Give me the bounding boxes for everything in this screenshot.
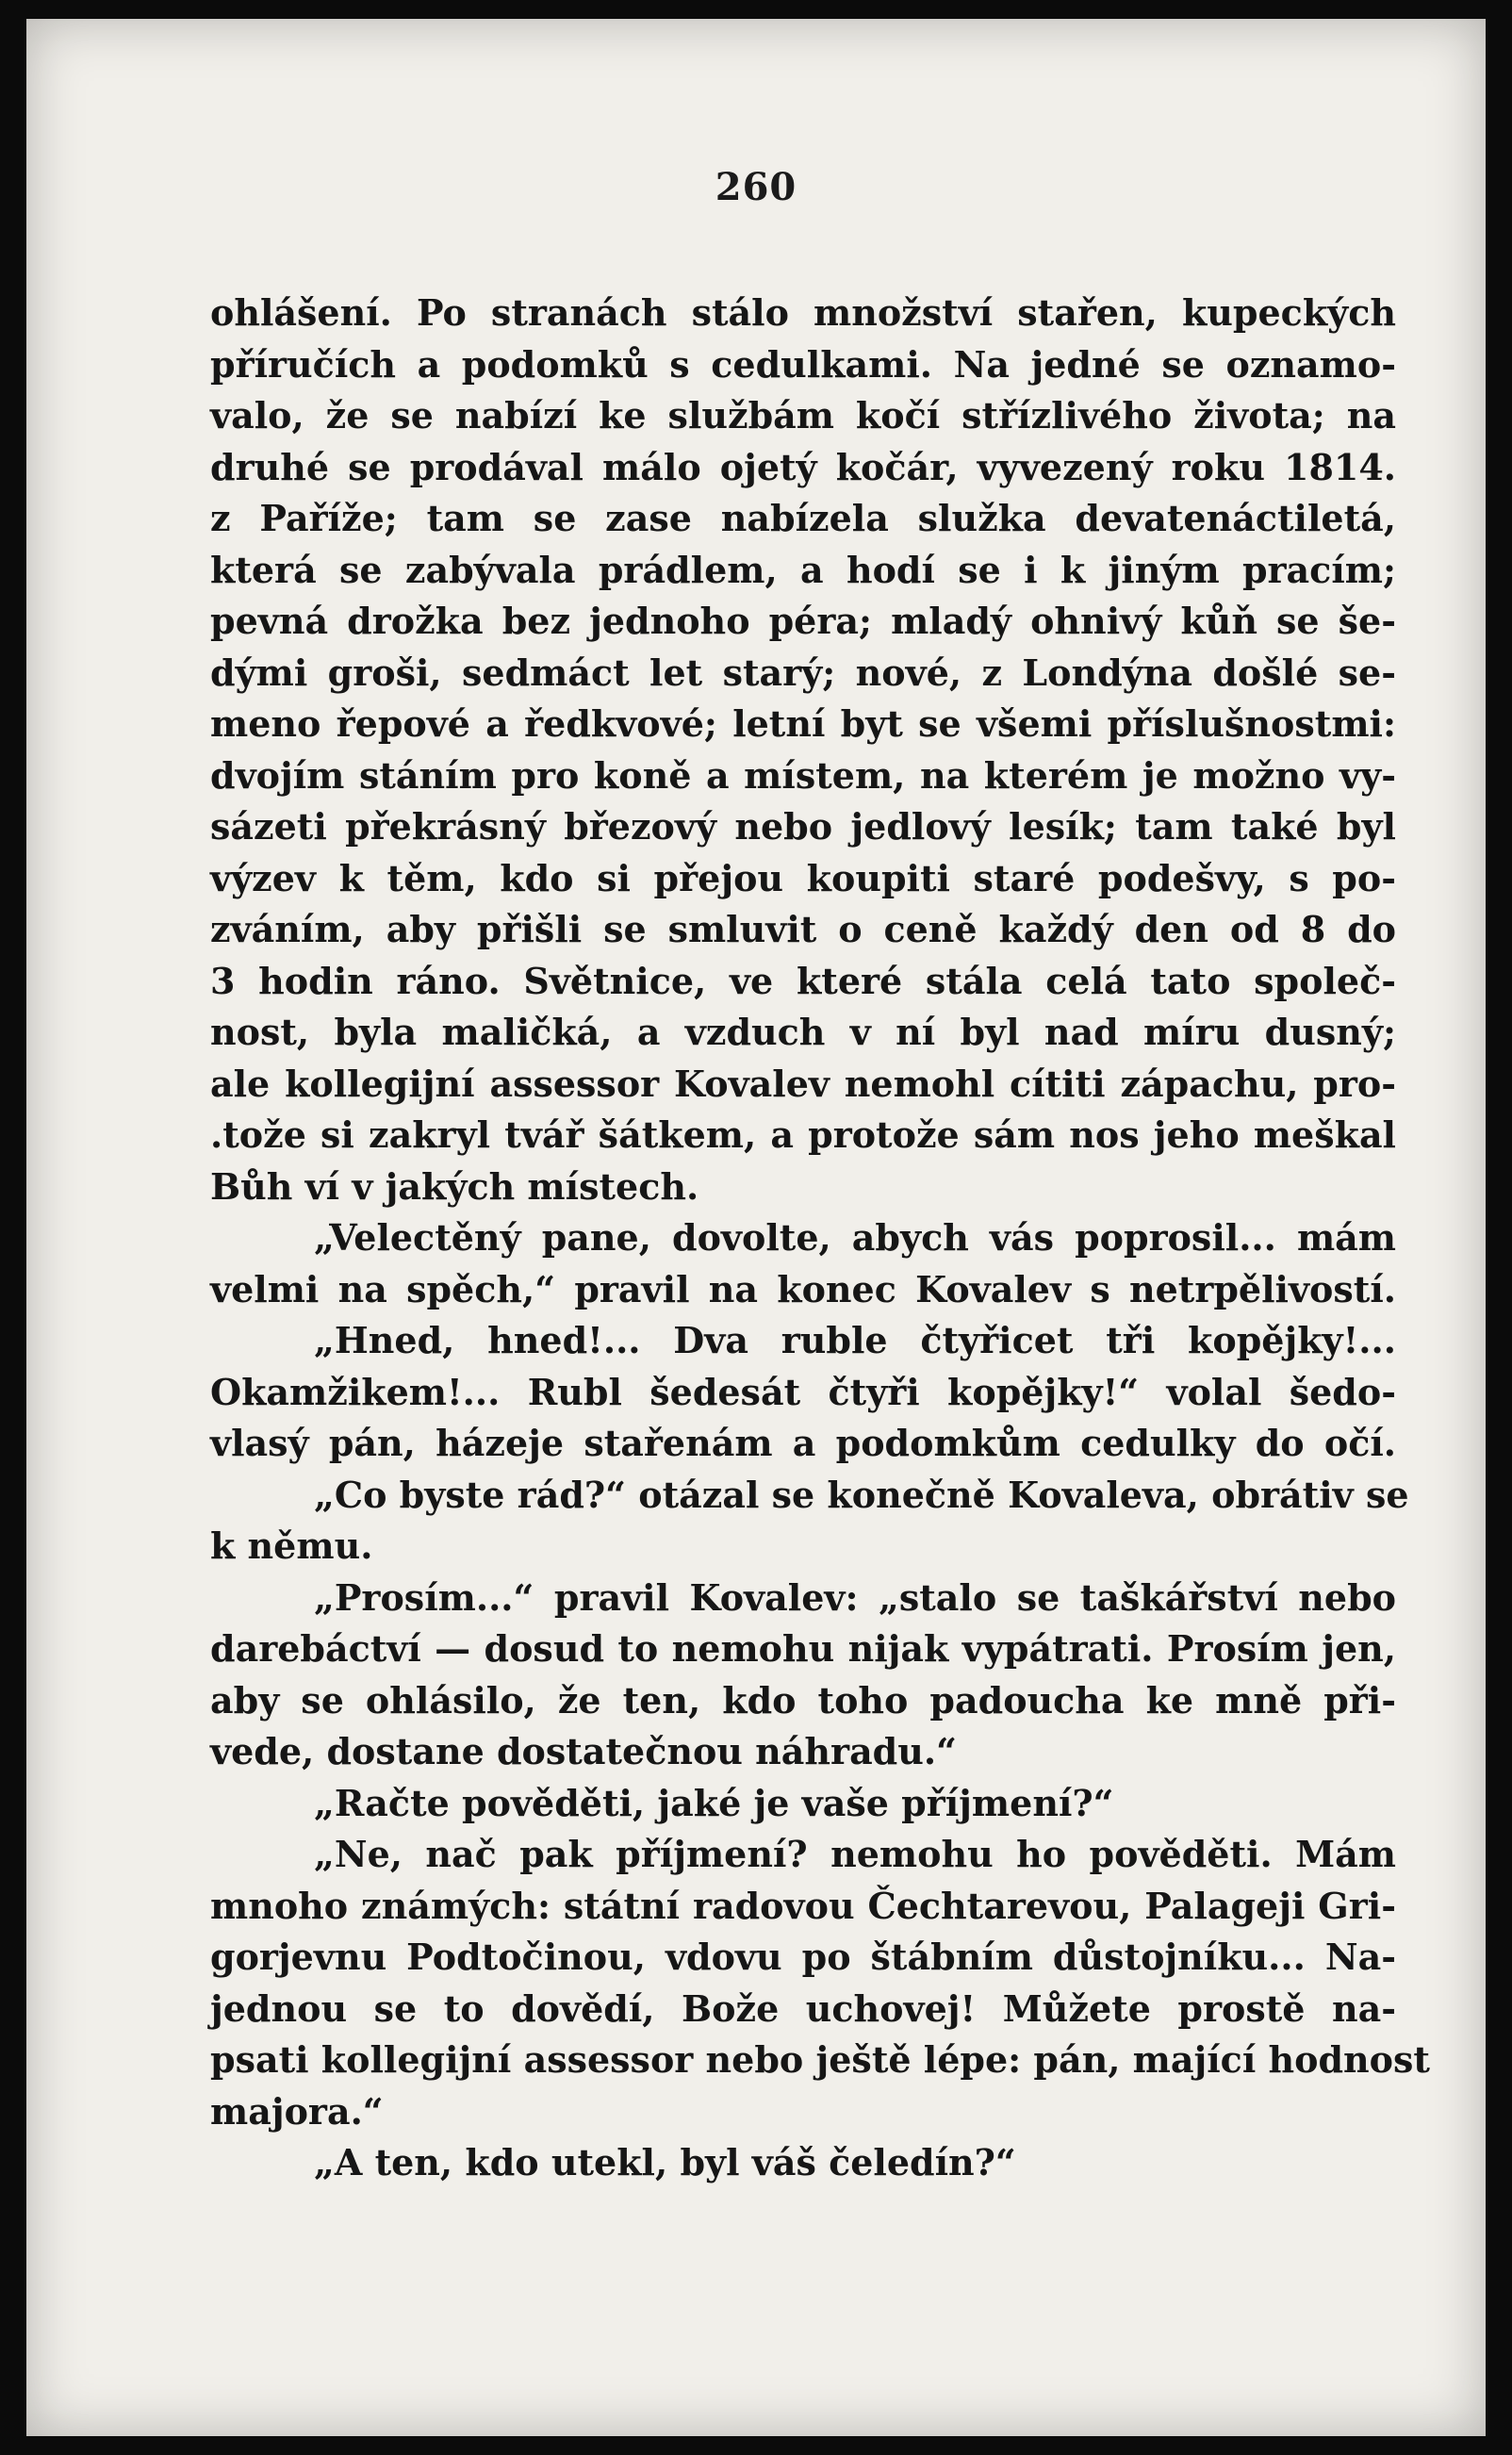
text-line: pevná drožka bez jednoho péra; mladý ohnivý kůň se še-	[210, 600, 1396, 642]
page-number: 260	[715, 165, 797, 209]
text-line: aby se ohlásilo, že ten, kdo toho padoucha ke mně při-	[210, 1678, 1396, 1722]
text-line: „Co byste rád?“ otázal se konečně Kovaleva, obrátiv se	[314, 1473, 1409, 1516]
text-line: velmi na spěch,“ pravil na konec Kovalev s netrpělivostí.	[210, 1267, 1396, 1310]
text-line: darebáctví — dosud to nemohu nijak vypátrati. Prosím jen,	[210, 1627, 1396, 1670]
text-line: sázeti překrásný březový nebo jedlový lesík; tam také byl	[210, 805, 1396, 848]
text-line: vede, dostane dostatečnou náhradu.“	[210, 1730, 957, 1772]
text-line: majora.“	[210, 2089, 384, 2133]
page-body-text	[210, 288, 1430, 2189]
book-page	[26, 19, 1486, 2436]
text-line: Okamžikem!... Rubl šedesát čtyři kopějky!“ volal šedo-	[210, 1370, 1396, 1413]
text-line: jednou se to dovědí, Bože uchovej! Můžete prostě na-	[210, 1986, 1396, 2030]
text-line: která se zabývala prádlem, a hodí se i k jiným pracím;	[210, 548, 1396, 591]
text-line: „Račte pověděti, jaké je vaše příjmení?“	[314, 1781, 1114, 1824]
text-line: meno řepové a ředkvové; letní byt se všemi příslušnostmi:	[210, 702, 1396, 745]
text-line: „Ne, nač pak příjmení? nemohu ho pověděti. Mám	[314, 1833, 1396, 1875]
text-line: gorjevnu Podtočinou, vdovu po štábním důstojníku... Na-	[210, 1936, 1396, 1978]
text-line: vlasý pán, házeje stařenám a podomkům cedulky do očí.	[210, 1422, 1396, 1464]
text-line: z Paříže; tam se zase nabízela služka devatenáctiletá,	[210, 497, 1396, 539]
text-line: „A ten, kdo utekl, byl váš čeledín?“	[314, 2141, 1016, 2183]
text-line: nost, byla maličká, a vzduch v ní byl nad míru dusný;	[210, 1011, 1396, 1053]
text-line: psati kollegijní assessor nebo ještě lépe: pán, mající hodnost	[210, 2038, 1430, 2081]
text-line: příručích a podomků s cedulkami. Na jedné se oznamo-	[210, 342, 1396, 386]
text-line: 3 hodin ráno. Světnice, ve které stála celá tato společ-	[210, 959, 1396, 1002]
text-line: „Prosím...“ pravil Kovalev: „stalo se taškářství nebo	[314, 1575, 1396, 1619]
text-line: Bůh ví v jakých místech.	[210, 1164, 699, 1208]
text-line: valo, že se nabízí ke službám kočí střízlivého života; na	[210, 394, 1396, 437]
text-line: ale kollegijní assessor Kovalev nemohl cítiti zápachu, pro-	[210, 1062, 1396, 1105]
text-line: výzev k těm, kdo si přejou koupiti staré podešvy, s po-	[210, 856, 1396, 899]
text-line: ohlášení. Po stranách stálo množství stařen, kupeckých	[210, 291, 1396, 334]
text-line: k němu.	[210, 1524, 373, 1567]
text-line: „Velectěný pane, dovolte, abych vás poprosil... mám	[314, 1216, 1396, 1259]
text-line: druhé se prodával málo ojetý kočár, vyvezený roku 1814.	[210, 445, 1396, 488]
text-line: dými groši, sedmáct let starý; nové, z Londýna došlé se-	[210, 651, 1396, 694]
text-line: „Hned, hned!... Dva ruble čtyřicet tři kopějky!...	[314, 1319, 1396, 1361]
text-line: .tože si zakryl tvář šátkem, a protože sám nos jeho meškal	[210, 1113, 1396, 1156]
text-line: dvojím stáním pro koně a místem, na kterém je možno vy-	[210, 753, 1396, 797]
text-line: zváním, aby přišli se smluvit o ceně každý den od 8 do	[210, 908, 1396, 950]
text-line: mnoho známých: státní radovou Čechtarevou, Palageji Gri-	[210, 1884, 1396, 1927]
